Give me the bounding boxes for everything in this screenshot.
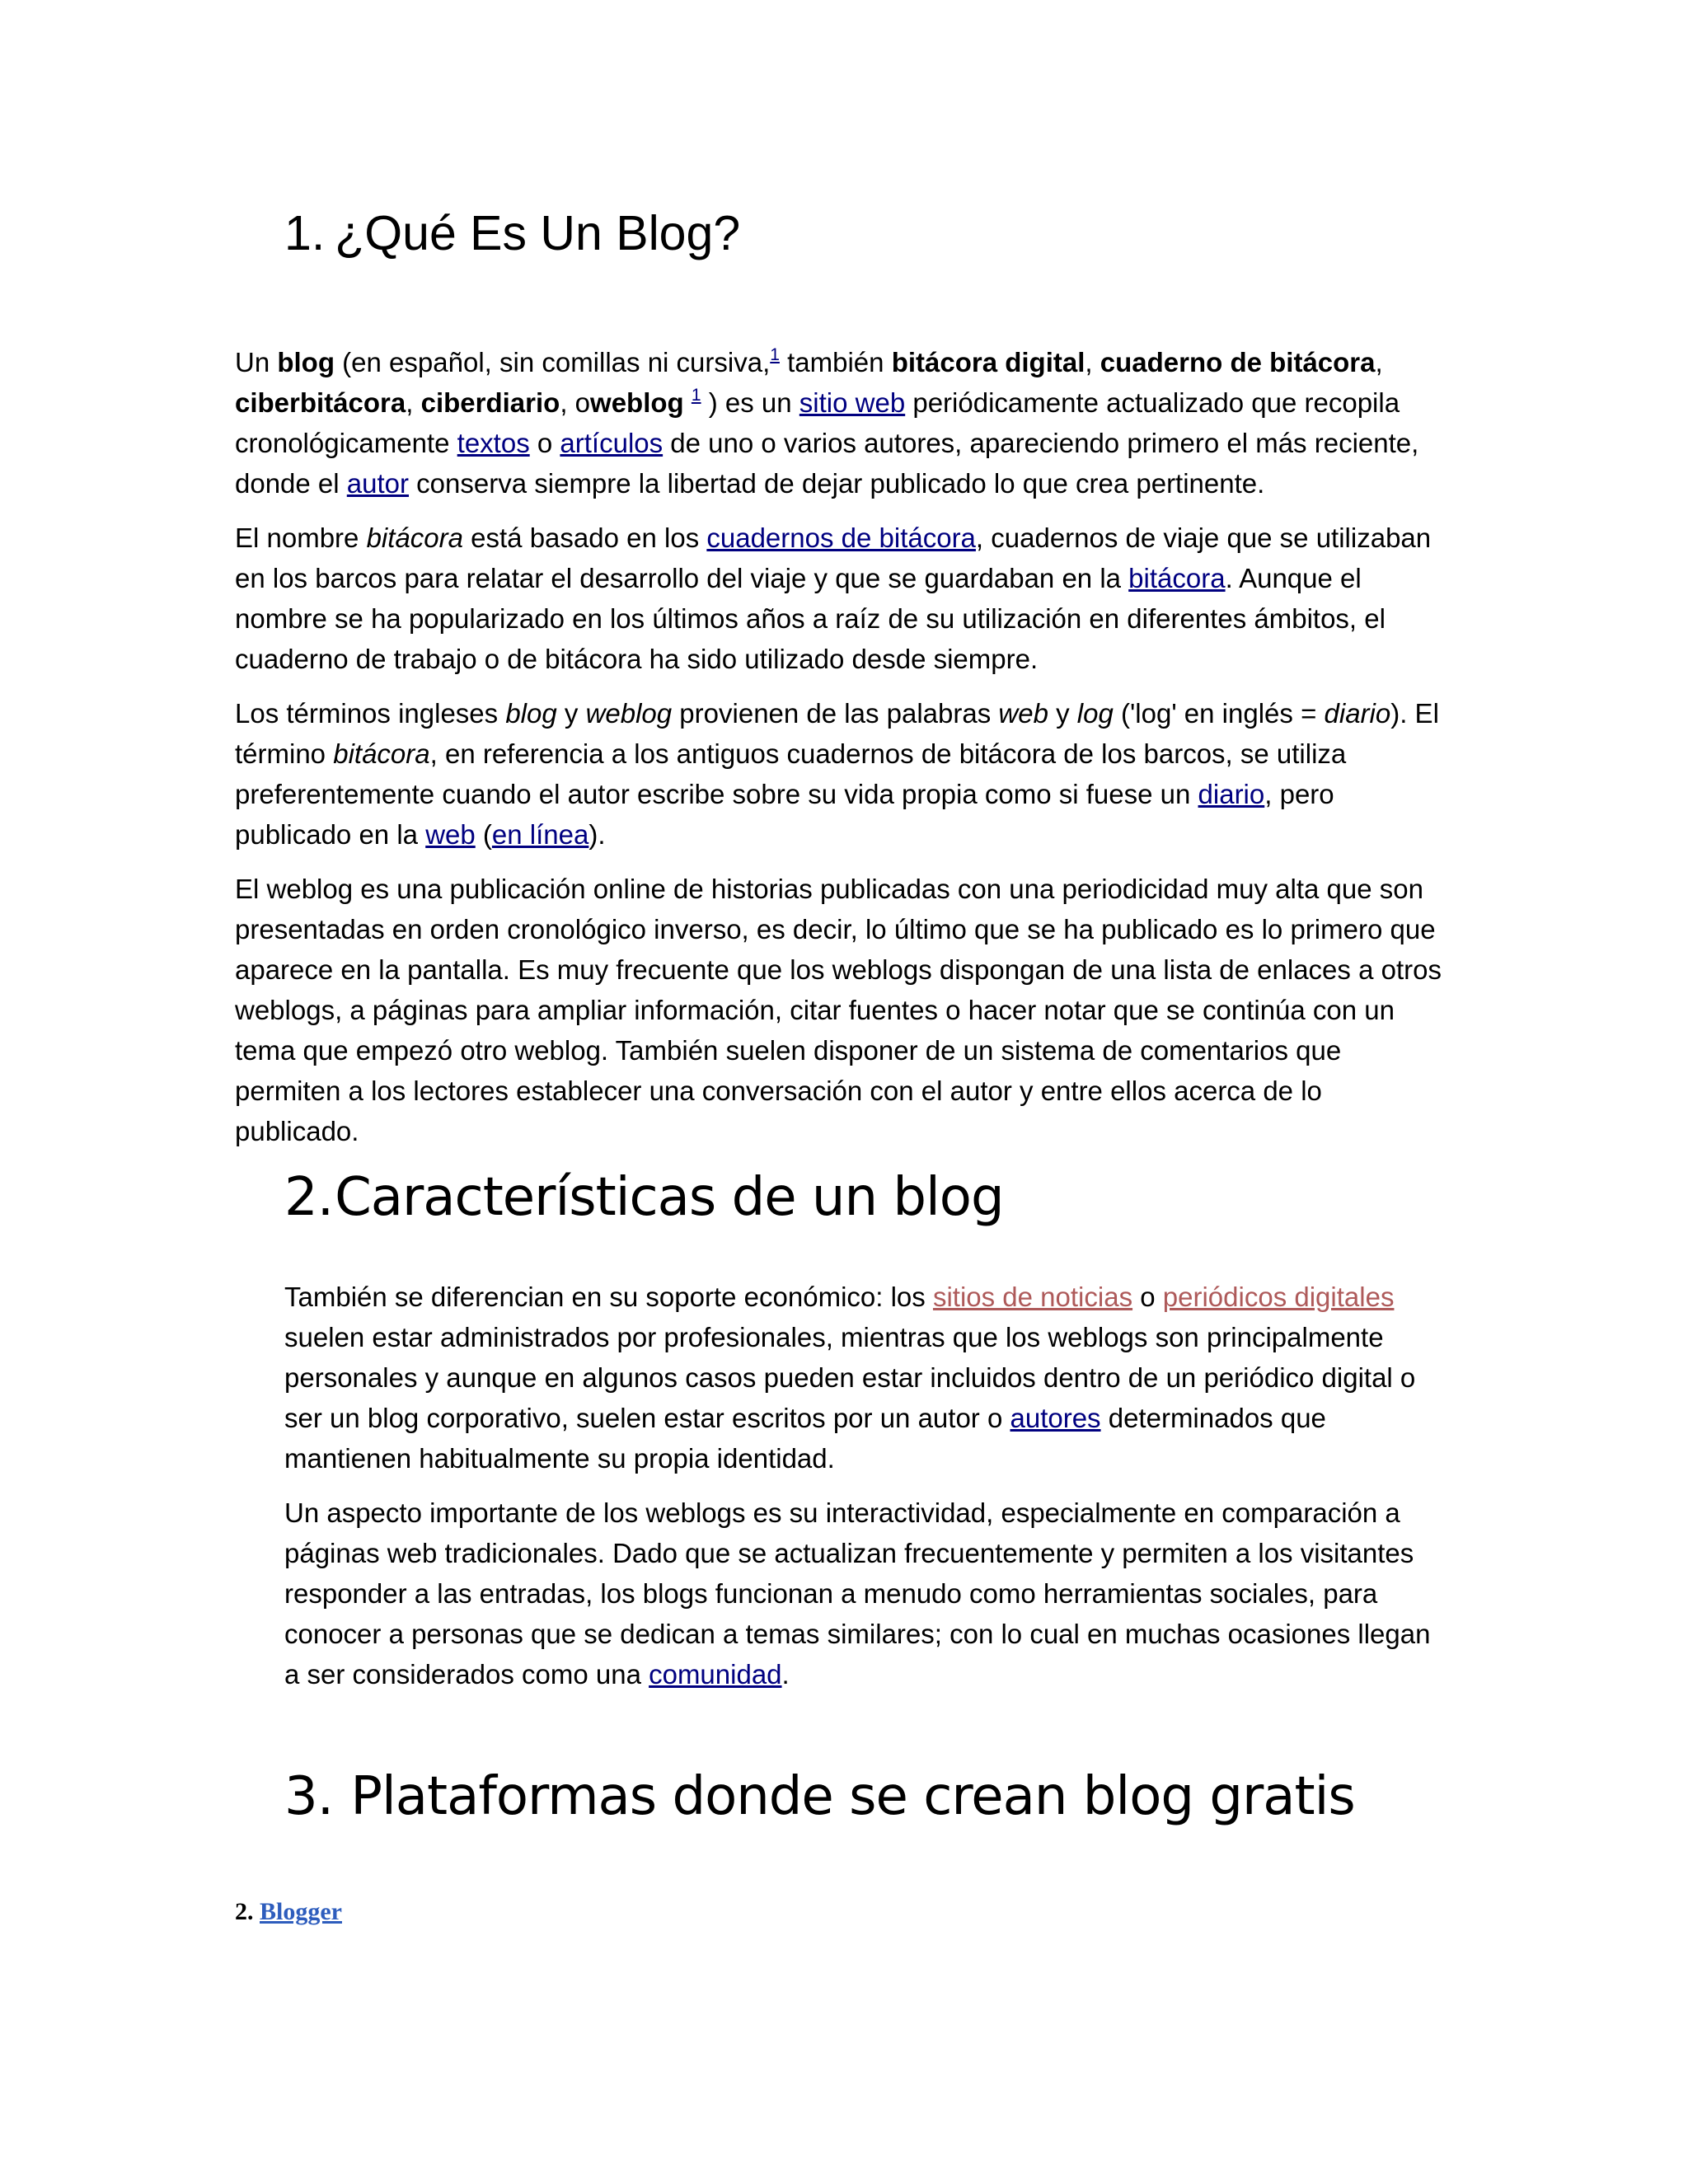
link-articulos[interactable]: artículos bbox=[560, 428, 663, 458]
section3-number: 3. bbox=[284, 1766, 334, 1827]
section2-paragraph-1: También se diferencian en su soporte económico: los sitios de noticias o periódicos digitales suelen estar administrados por profesionales, mientras que los weblogs son principalmente personales y aunque en algunos casos pueden estar incluidos dentro de un periódico digital o ser un blog corporativo, suelen estar escritos por un autor o autores determinados que mantienen habitualmente su propia identidad. bbox=[284, 1282, 1416, 1474]
section1-title: ¿Qué Es Un Blog? bbox=[335, 206, 741, 260]
footnote-link[interactable]: 1 bbox=[770, 345, 780, 364]
link-bitacora[interactable]: bitácora bbox=[1128, 563, 1226, 593]
link-diario[interactable]: diario bbox=[1198, 779, 1265, 809]
section2-body bbox=[284, 1277, 1447, 1708]
platform-list-item bbox=[235, 1896, 342, 1929]
footnote-link[interactable]: 1 bbox=[691, 386, 701, 405]
section2-number: 2. bbox=[284, 1167, 334, 1228]
section3-title: Plataformas donde se crean blog gratis bbox=[350, 1766, 1355, 1827]
section1-paragraph-2: El nombre bitácora está basado en los cuadernos de bitácora, cuadernos de viaje que se utilizaban en los barcos para relatar el desarrollo del viaje y que se guardaban en la bitácora. Aunque el nombre se ha popularizado en los últimos años a raíz de su utilización en diferentes ámbitos, el cuaderno de trabajo o de bitácora ha sido utilizado desde siempre. bbox=[235, 523, 1432, 674]
section1-paragraph-1: Un blog (en español, sin comillas ni cursiva,$^1$ también bitácora digital, cuaderno de bitácora, ciberbitácora, ciberdiario, oweblog $^1$ ) es un sitio web periódicamente actualizado que recopila cronológicamente textos o artículos de uno o varios autores, apareciendo primero el más reciente, donde el autor conserva siempre la libertad de dejar publicado lo que crea pertinente. bbox=[235, 345, 1419, 499]
link-web[interactable]: web bbox=[425, 819, 476, 850]
platform-number: 2. bbox=[235, 1898, 254, 1925]
link-sitio-web[interactable]: sitio web bbox=[799, 387, 906, 418]
section1-paragraph-4: El weblog es una publicación online de historias publicadas con una periodicidad muy alta que son presentadas en orden cronológico inverso, es decir, lo último que se ha publicado es lo primero que aparece en la pantalla. Es muy frecuente que los weblogs dispongan de una lista de enlaces a otros weblogs, a páginas para ampliar información, citar fuentes o hacer notar que se continúa con un tema que empezó otro weblog. También suelen disponer de un sistema de comentarios que permiten a los lectores establecer una conversación con el autor y entre ellos acerca de lo publicado. bbox=[235, 874, 1442, 1146]
section2-title: Características de un blog bbox=[335, 1167, 1004, 1228]
link-sitios-de-noticias[interactable]: sitios de noticias bbox=[932, 1282, 1133, 1312]
section2-paragraph-2: Un aspecto importante de los weblogs es su interactividad, especialmente en comparación a páginas web tradicionales. Dado que se actualizan frecuentemente y permiten a los visitantes responder a las entradas, los blogs funcionan a menudo como herramientas sociales, para conocer a personas que se dedican a temas similares; con lo cual en muchas ocasiones llegan a ser considerados como una comunidad. bbox=[284, 1497, 1431, 1690]
link-autor[interactable]: autor bbox=[346, 468, 410, 499]
link-comunidad[interactable]: comunidad bbox=[649, 1659, 782, 1690]
section1-heading bbox=[284, 204, 740, 262]
section1-body bbox=[235, 342, 1447, 1165]
link-cuadernos-de-bitacora[interactable]: cuadernos de bitácora bbox=[706, 523, 976, 553]
link-blogger[interactable]: Blogger bbox=[260, 1898, 342, 1925]
link-autores[interactable]: autores bbox=[1010, 1403, 1101, 1433]
section1-number: 1. bbox=[284, 206, 326, 260]
section3-heading bbox=[284, 1764, 1355, 1830]
link-en-linea[interactable]: en línea bbox=[491, 819, 589, 850]
link-periodicos-digitales[interactable]: periódicos digitales bbox=[1162, 1282, 1395, 1312]
section1-paragraph-3: Los términos ingleses blog y weblog provienen de las palabras web y log ('log' en inglés = diario). El término bitácora, en referencia a los antiguos cuadernos de bitácora de los barcos, se utiliza preferentemente cuando el autor escribe sobre su vida propia como si fuese un diario, pero publicado en la web (en línea). bbox=[235, 698, 1439, 850]
section2-heading bbox=[284, 1165, 1004, 1230]
link-textos[interactable]: textos bbox=[457, 428, 530, 458]
